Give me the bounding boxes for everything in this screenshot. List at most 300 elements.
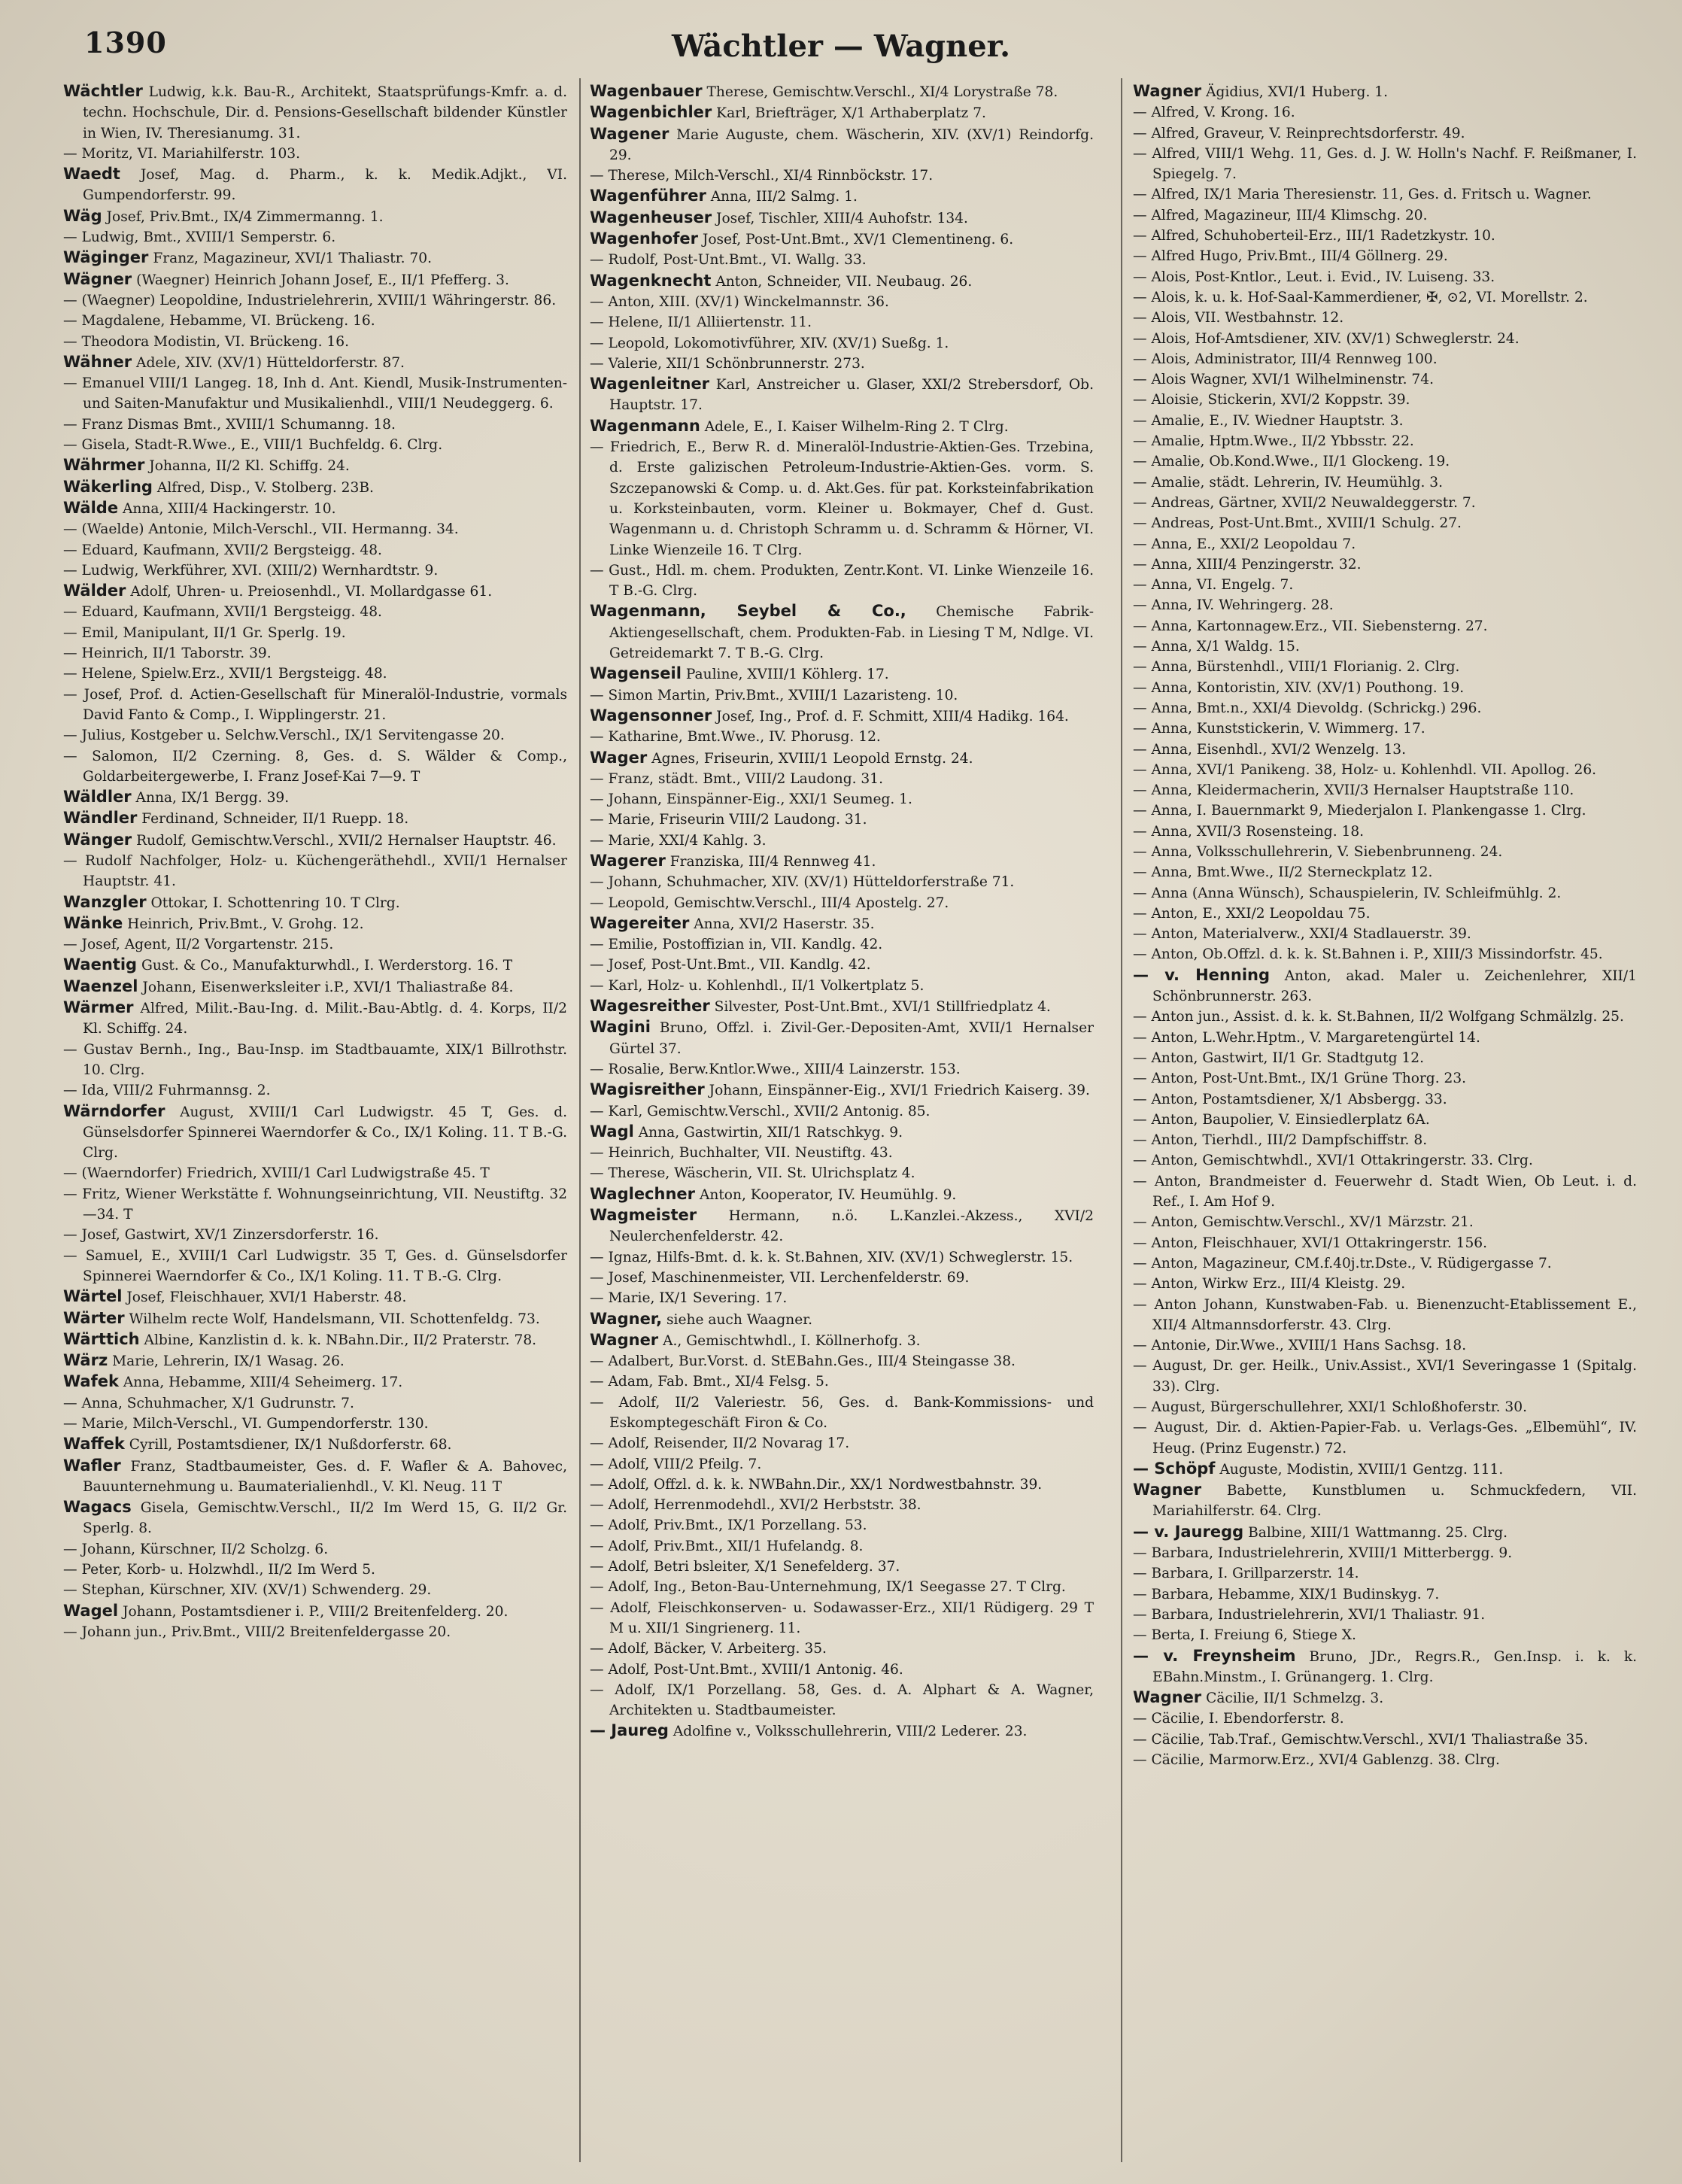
directory-entry <box>1133 1233 1637 1253</box>
directory-entry <box>1133 123 1637 144</box>
entry-text: Johann, Postamtsdiener i. P., VIII/2 Breitenfelderg. 20. <box>122 1603 509 1620</box>
entry-text: — Anna, Bmt.Wwe., II/2 Sterneckplatz 12. <box>1133 864 1433 881</box>
entry-text: — Barbara, I. Grillparzerstr. 14. <box>1133 1566 1359 1582</box>
directory-entry <box>1133 800 1637 821</box>
directory-entry <box>63 934 567 955</box>
directory-entry <box>1133 1543 1637 1563</box>
entry-text: — Anna, Bmt.n., XXI/4 Dievoldg. (Schrickg.) 296. <box>1133 700 1482 716</box>
entry-text: Ferdinand, Schneider, II/1 Ruepp. 18. <box>141 811 409 828</box>
entry-text: — Anton jun., Assist. d. k. k. St.Bahnen, II/2 Wolfgang Schmälzlg. 25. <box>1133 1009 1624 1025</box>
directory-entry <box>63 1434 567 1455</box>
entry-surname: Wagenbichler <box>590 103 712 122</box>
entry-text: — Anna (Anna Wünsch), Schauspielerin, IV. Schleifmühlg. 2. <box>1133 885 1562 901</box>
entry-text: Anna, IX/1 Bergg. 39. <box>135 790 290 806</box>
entry-text: — Cäcilie, Marmorw.Erz., XVI/4 Gablenzg. 38. Clrg. <box>1133 1752 1500 1769</box>
directory-entry <box>590 1268 1094 1288</box>
entry-surname: Wäg <box>63 206 102 225</box>
entry-text: — Karl, Gemischtw.Verschl., XVII/2 Antonig. 85. <box>590 1103 931 1119</box>
entry-text: — Josef, Prof. d. Actien-Gesellschaft für Mineralöl-Industrie, vormals David Fanto & Comp., I. Wipplingerstr. 21. <box>63 686 567 723</box>
entry-text: Alfred, Milit.-Bau-Ing. d. Milit.-Bau-Abtlg. d. 4. Korps, II/2 Kl. Schiffg. 24. <box>83 1001 567 1037</box>
entry-text: Johann, Eisenwerksleiter i.P., XVI/1 Thaliastraße 84. <box>142 979 514 995</box>
entry-surname: Wagner <box>1133 1481 1202 1499</box>
entry-text: — Anton, Gastwirt, II/1 Gr. Stadtgutg 12. <box>1133 1049 1424 1066</box>
directory-entry <box>1133 369 1637 390</box>
entry-surname: Wagesreither <box>590 997 710 1016</box>
directory-entry <box>590 851 1094 872</box>
entry-text: A., Gemischtwhdl., I. Köllnerhofg. 3. <box>663 1332 921 1349</box>
entry-text: — Adolf, Ing., Beton-Bau-Unternehmung, IX/1 Seegasse 27. T Clrg. <box>590 1579 1066 1596</box>
entry-text: — Adolf, Post-Unt.Bmt., XVIII/1 Antonig. 46. <box>590 1661 903 1678</box>
entry-text: Adolfine v., Volksschullehrerin, VIII/2 Lederer. 23. <box>672 1724 1028 1740</box>
directory-entry <box>63 1040 567 1081</box>
entry-text: Ludwig, k.k. Bau-R., Architekt, Staatsprüfungs-Kmfr. a. d. techn. Hochschule, Dir. d. Pensions-Gesellschaft bildender Künstler in Wien, IV. Theresianumg. 31. <box>83 84 567 141</box>
directory-entry <box>1133 349 1637 369</box>
entry-surname: Wagenhofer <box>590 229 698 248</box>
directory-entry <box>63 623 567 643</box>
directory-entry <box>590 1205 1094 1247</box>
entry-text: — Alois, VII. Westbahnstr. 12. <box>1133 310 1344 327</box>
directory-entry <box>63 81 567 144</box>
directory-entry <box>63 1414 567 1434</box>
directory-entry <box>1133 1356 1637 1397</box>
directory-entry <box>590 1184 1094 1205</box>
entry-surname: — v. Freynsheim <box>1133 1646 1296 1665</box>
entry-text: — Ida, VIII/2 Fuhrmannsg. 2. <box>63 1083 271 1099</box>
directory-entry <box>63 352 567 373</box>
directory-entry <box>1133 760 1637 780</box>
entry-text: — Adolf, Betri bsleiter, X/1 Senefelderg. 37. <box>590 1559 900 1575</box>
entry-text: — Therese, Milch-Verschl., XI/4 Rinnböckstr. 17. <box>590 168 934 184</box>
entry-text: — Heinrich, II/1 Taborstr. 39. <box>63 645 272 662</box>
directory-entry <box>63 332 567 352</box>
entry-surname: Waenzel <box>63 977 138 995</box>
entry-text: — Anna, IV. Wehringerg. 28. <box>1133 597 1334 614</box>
entry-text: — Alois, Administrator, III/4 Rennweg 100. <box>1133 351 1438 367</box>
directory-entry <box>590 1557 1094 1577</box>
entry-text: — Anton, Ob.Offzl. d. k. k. St.Bahnen i. P., XIII/3 Missindorfstr. 45. <box>1133 946 1603 963</box>
directory-entry <box>1133 534 1637 554</box>
directory-entry <box>63 1163 567 1183</box>
directory-entry <box>590 124 1094 166</box>
entry-text: — Andreas, Post-Unt.Bmt., XVIII/1 Schulg. 27. <box>1133 515 1462 532</box>
directory-entry <box>590 250 1094 270</box>
entry-text: — Amalie, Hptm.Wwe., II/2 Ybbsstr. 22. <box>1133 433 1414 450</box>
directory-entry <box>1133 718 1637 739</box>
directory-entry <box>63 248 567 269</box>
entry-surname: Wänke <box>63 913 123 932</box>
directory-entry <box>590 1598 1094 1639</box>
entry-text: — (Waerndorfer) Friedrich, XVIII/1 Carl Ludwigstraße 45. T <box>63 1165 490 1182</box>
entry-text: Anton, akad. Maler u. Zeichenlehrer, XII/1 Schönbrunnerstr. 263. <box>1152 967 1637 1005</box>
directory-entry <box>1133 575 1637 595</box>
directory-entry <box>590 166 1094 186</box>
directory-entry <box>590 748 1094 769</box>
directory-entry <box>63 1497 567 1539</box>
entry-text: — Valerie, XII/1 Schönbrunnerstr. 273. <box>590 355 865 372</box>
directory-entry <box>590 102 1094 123</box>
directory-entry <box>63 685 567 726</box>
entry-text: — Samuel, E., XVIII/1 Carl Ludwigstr. 35 T, Ges. d. Günselsdorfer Spinnerei Waerndorfer & Co., IX/1 Koling. 11. T B.-G. Clrg. <box>63 1247 567 1284</box>
directory-entry <box>63 1371 567 1393</box>
directory-entry <box>63 1225 567 1245</box>
entry-text: — Anton, Magazineur, CM.f.40j.tr.Dste., V. Rüdigergasse 7. <box>1133 1255 1552 1271</box>
entry-surname: Wächtler <box>63 82 143 100</box>
directory-entry <box>63 1101 567 1164</box>
directory-entry <box>1133 616 1637 636</box>
entry-text: — Anna, XIII/4 Penzingerstr. 32. <box>1133 556 1362 573</box>
entry-text: — Antonie, Dir.Wwe., XVIII/1 Hans Sachsg. 18. <box>1133 1338 1467 1354</box>
entry-surname: Wagerer <box>590 851 666 870</box>
entry-text: — Adolf, Herrenmodehdl., XVI/2 Herbststr. 38. <box>590 1497 921 1514</box>
entry-surname: Wagmeister <box>590 1206 697 1225</box>
entry-text: Agnes, Friseurin, XVIII/1 Leopold Ernstg. 24. <box>651 750 973 767</box>
directory-entry <box>590 292 1094 312</box>
entry-text: — Alois, Post-Kntlor., Leut. i. Evid., IV. Luiseng. 33. <box>1133 269 1495 285</box>
directory-entry <box>63 830 567 851</box>
directory-entry <box>1133 1068 1637 1089</box>
directory-entry <box>1133 1646 1637 1688</box>
directory-entry <box>63 1286 567 1308</box>
directory-entry <box>63 311 567 331</box>
column-rule <box>579 78 581 2162</box>
entry-text: Cäcilie, II/1 Schmelzg. 3. <box>1206 1690 1384 1707</box>
entry-text: — Adolf, IX/1 Porzellang. 58, Ges. d. A. Alphart & A. Wagner, Architekten u. Stadtbaumeister. <box>590 1681 1094 1719</box>
directory-entry <box>590 1330 1094 1351</box>
directory-entry <box>590 1288 1094 1308</box>
directory-entry <box>590 374 1094 416</box>
entry-text: — Cäcilie, Tab.Traf., Gemischtw.Verschl., XVI/1 Thaliastraße 35. <box>1133 1731 1589 1748</box>
entry-text: — Alfred, Magazineur, III/4 Klimschg. 20. <box>1133 207 1428 223</box>
directory-entry <box>63 415 567 435</box>
directory-entry <box>1133 81 1637 102</box>
directory-entry <box>1133 431 1637 451</box>
directory-entry <box>63 1580 567 1600</box>
directory-entry <box>63 269 567 290</box>
directory-entry <box>1133 698 1637 718</box>
directory-entry <box>1133 513 1637 533</box>
entry-text: August, XVIII/1 Carl Ludwigstr. 45 T, Ges. d. Günselsdorfer Spinnerei Waerndorfer & Co., IX/1 Koling. 11. T B.-G. Clrg. <box>83 1104 567 1162</box>
directory-entry <box>590 1639 1094 1659</box>
entry-surname: Wäldler <box>63 788 132 806</box>
directory-entry <box>1133 842 1637 862</box>
entry-text: Silvester, Post-Unt.Bmt., XVI/1 Stillfriedplatz 4. <box>714 999 1051 1016</box>
column-rule <box>1121 78 1122 2162</box>
directory-entry <box>590 1515 1094 1535</box>
entry-text: siehe auch Waagner. <box>666 1311 813 1328</box>
directory-entry <box>1133 1687 1637 1709</box>
directory-entry <box>1133 1335 1637 1356</box>
entry-text: — Rosalie, Berw.Kntlor.Wwe., XIII/4 Lainzerstr. 153. <box>590 1061 961 1077</box>
directory-entry <box>63 664 567 684</box>
directory-entry <box>590 893 1094 913</box>
directory-entry <box>63 477 567 498</box>
entry-text: — Anton Johann, Kunstwaben-Fab. u. Bienenzucht-Etablissement E., XII/4 Altmannsdorferstr. 43. Clrg. <box>1133 1296 1637 1333</box>
directory-entry <box>63 581 567 602</box>
entry-text: — Anton, Tierhdl., III/2 Dampfschiffstr. 8. <box>1133 1132 1428 1149</box>
directory-entry <box>63 1246 567 1287</box>
entry-text: — Franz Dismas Bmt., XVIII/1 Schumanng. 18. <box>63 416 396 433</box>
entry-surname: Wagisreither <box>590 1080 705 1099</box>
directory-entry <box>63 1080 567 1101</box>
directory-entry <box>63 206 567 227</box>
entry-text: — Marie, IX/1 Severing. 17. <box>590 1290 788 1307</box>
entry-surname: Wägner <box>63 269 132 288</box>
directory-entry <box>1133 451 1637 472</box>
directory-entry <box>590 1454 1094 1475</box>
directory-entry <box>1133 102 1637 123</box>
entry-text: Alfred, Disp., V. Stolberg. 23B. <box>156 479 374 496</box>
entry-text: Anna, XIII/4 Hackingerstr. 10. <box>122 500 336 517</box>
directory-entry <box>590 685 1094 706</box>
directory-entry <box>1133 1253 1637 1274</box>
directory-entry <box>590 1577 1094 1597</box>
directory-entry <box>1133 390 1637 410</box>
directory-entry <box>63 1308 567 1329</box>
directory-entry <box>1133 1417 1637 1459</box>
directory-entry <box>1133 1171 1637 1213</box>
entry-text: — Anton, Gemischtw.Verschl., XV/1 Märzstr. 21. <box>1133 1214 1474 1231</box>
entry-text: Heinrich, Priv.Bmt., V. Grohg. 12. <box>127 916 364 932</box>
entry-text: (Waegner) Heinrich Johann Josef, E., II/1 Pfefferg. 3. <box>136 272 509 288</box>
entry-text: — Adolf, Fleischkonserven- u. Sodawasser-Erz., XII/1 Rüdigerg. 29 T M u. XII/1 Singrienerg. 11. <box>590 1599 1094 1636</box>
entry-text: — Julius, Kostgeber u. Selchw.Verschl., IX/1 Servitengasse 20. <box>63 727 505 744</box>
directory-entry <box>1133 1048 1637 1068</box>
directory-entry <box>590 560 1094 602</box>
entry-surname: Wändler <box>63 809 138 828</box>
directory-entry <box>590 789 1094 810</box>
entry-text: — Johann, Kürschner, II/2 Scholzg. 6. <box>63 1541 329 1557</box>
directory-entry <box>590 1433 1094 1453</box>
entry-text: Hermann, n.ö. L.Kanzlei.-Akzess., XVI/2 Neulerchenfelderstr. 42. <box>609 1208 1094 1245</box>
entry-text: — Marie, Friseurin VIII/2 Laudong. 31. <box>590 812 867 828</box>
entry-text: — Ludwig, Werkführer, XVI. (XIII/2) Wernhardtstr. 9. <box>63 562 439 579</box>
entry-surname: — Schöpf <box>1133 1459 1216 1478</box>
directory-entry <box>1133 1007 1637 1027</box>
entry-text: — Alois, k. u. k. Hof-Saal-Kammerdiener, ✠, ⊙2, VI. Morellstr. 2. <box>1133 289 1588 305</box>
directory-entry <box>1133 1130 1637 1150</box>
entry-text: — Berta, I. Freiung 6, Stiege X. <box>1133 1627 1356 1644</box>
entry-surname: Wärttich <box>63 1329 140 1348</box>
entry-text: — Heinrich, Buchhalter, VII. Neustiftg. 43. <box>590 1145 893 1162</box>
directory-entry <box>1133 1459 1637 1480</box>
entry-surname: Wäkerling <box>63 477 153 496</box>
entry-surname: Wärter <box>63 1308 125 1327</box>
directory-entry <box>590 769 1094 789</box>
directory-entry <box>590 1247 1094 1268</box>
entry-text: Marie Auguste, chem. Wäscherin, XIV. (XV/1) Reindorfg. 29. <box>609 126 1094 163</box>
entry-text: — Anna, Kontoristin, XIV. (XV/1) Pouthong. 19. <box>1133 679 1465 696</box>
entry-text: — Adam, Fab. Bmt., XI/4 Felsg. 5. <box>590 1374 829 1390</box>
directory-entry <box>1133 1625 1637 1645</box>
entry-surname: Wärz <box>63 1351 108 1370</box>
directory-entry <box>1133 883 1637 904</box>
directory-entry <box>590 208 1094 229</box>
entry-surname: Wafler <box>63 1456 121 1475</box>
directory-entry <box>590 1536 1094 1557</box>
directory-entry <box>63 1329 567 1350</box>
directory-entry <box>63 455 567 476</box>
entry-surname: Wagl <box>590 1122 634 1141</box>
entry-text: Babette, Kunstblumen u. Schmuckfedern, VII. Mariahilferstr. 64. Clrg. <box>1152 1483 1637 1520</box>
directory-entry <box>590 1080 1094 1101</box>
entry-text: — Anna, E., XXI/2 Leopoldau 7. <box>1133 536 1356 552</box>
directory-entry <box>63 955 567 976</box>
directory-entry <box>1133 595 1637 615</box>
entry-text: Auguste, Modistin, XVIII/1 Gentzg. 111. <box>1219 1461 1504 1478</box>
entry-surname: Wagner <box>1133 1688 1202 1707</box>
entry-surname: Wagener <box>590 124 669 143</box>
entry-text: — Helene, II/1 Alliiertenstr. 11. <box>590 314 812 331</box>
entry-text: Anna, Hebamme, XIII/4 Seheimerg. 17. <box>123 1374 403 1391</box>
entry-text: — Anton, Fleischhauer, XVI/1 Ottakringerstr. 156. <box>1133 1235 1488 1251</box>
entry-text: — Anton, Baupolier, V. Einsiedlerplatz 6A. <box>1133 1111 1430 1128</box>
directory-entry <box>63 519 567 539</box>
directory-entry <box>590 706 1094 727</box>
entry-text: — Salomon, II/2 Czerning. 8, Ges. d. S. Wälder & Comp., Goldarbeitergewerbe, I. Franz Josef-Kai 7—9. T <box>63 748 567 785</box>
entry-text: — Simon Martin, Priv.Bmt., XVIII/1 Lazaristeng. 10. <box>590 687 958 703</box>
entry-surname: — v. Jauregg <box>1133 1522 1244 1541</box>
directory-entry <box>1133 472 1637 493</box>
entry-text: — Cäcilie, I. Ebendorferstr. 8. <box>1133 1711 1344 1727</box>
entry-text: Gust. & Co., Manufakturwhdl., I. Werderstorg. 16. T <box>141 958 513 974</box>
directory-entry <box>63 808 567 829</box>
directory-entry <box>1133 184 1637 205</box>
entry-text: — Barbara, Hebamme, XIX/1 Budinskyg. 7. <box>1133 1586 1440 1602</box>
entry-text: — Barbara, Industrielehrerin, XVI/1 Thaliastr. 91. <box>1133 1606 1486 1623</box>
directory-entry <box>1133 904 1637 924</box>
directory-entry <box>590 1122 1094 1143</box>
directory-entry <box>1133 1563 1637 1584</box>
entry-surname: Wagner <box>590 1330 659 1349</box>
entry-text: — Alois Wagner, XVI/1 Wilhelminenstr. 74. <box>1133 372 1434 388</box>
entry-text: — Theodora Modistin, VI. Brückeng. 16. <box>63 333 349 350</box>
entry-text: — (Waelde) Antonie, Milch-Verschl., VII. Hermanng. 34. <box>63 521 459 538</box>
entry-text: — Aloisie, Stickerin, XVI/2 Koppstr. 39. <box>1133 392 1410 409</box>
directory-entry <box>590 312 1094 333</box>
directory-entry <box>1133 144 1637 185</box>
directory-entry <box>590 955 1094 975</box>
entry-text: — Barbara, Industrielehrerin, XVIII/1 Mitterbergg. 9. <box>1133 1545 1513 1562</box>
directory-entry <box>63 746 567 788</box>
entry-surname: Wagenseil <box>590 664 682 683</box>
directory-entry <box>590 354 1094 374</box>
entry-text: — Anna, Kartonnagew.Erz., VII. Siebensterng. 27. <box>1133 618 1488 634</box>
entry-text: — Alfred, VIII/1 Wehg. 11, Ges. d. J. W. Holln's Nachf. F. Reißmaner, I. Spiegelg. 7. <box>1133 145 1637 183</box>
directory-entry <box>1133 246 1637 266</box>
entry-text: — Magdalene, Hebamme, VI. Brückeng. 16. <box>63 313 375 330</box>
directory-entry <box>1133 1709 1637 1729</box>
entry-text: Josef, Priv.Bmt., IX/4 Zimmermanng. 1. <box>106 208 384 225</box>
directory-entry <box>63 1350 567 1371</box>
directory-entry <box>1133 1522 1637 1543</box>
entry-surname: Wagenmann, Seybel & Co., <box>590 602 906 621</box>
entry-text: Albine, Kanzlistin d. k. k. NBahn.Dir., II/2 Praterstr. 78. <box>144 1332 537 1348</box>
directory-entry <box>590 437 1094 560</box>
entry-surname: Wagacs <box>63 1498 132 1517</box>
directory-entry <box>1133 740 1637 760</box>
entry-text: Josef, Fleischhauer, XVI/1 Haberstr. 48. <box>126 1289 407 1306</box>
entry-surname: Währmer <box>63 456 145 475</box>
directory-entry <box>1133 1150 1637 1171</box>
entry-text: — Peter, Korb- u. Holzwhdl., II/2 Im Werd 5. <box>63 1562 375 1578</box>
directory-entry <box>63 144 567 164</box>
entry-text: Balbine, XIII/1 Wattmanng. 25. Clrg. <box>1248 1524 1508 1541</box>
directory-entry <box>1133 1584 1637 1605</box>
entry-surname: Wagner <box>1133 82 1202 100</box>
entry-surname: — v. Henning <box>1133 965 1271 984</box>
entry-surname: Wagenheuser <box>590 208 712 226</box>
directory-entry <box>1133 1605 1637 1625</box>
directory-entry <box>590 416 1094 437</box>
entry-text: — Anna, Kleidermacherin, XVII/3 Hernalser Hauptstraße 110. <box>1133 782 1574 799</box>
directory-entry <box>63 540 567 560</box>
directory-entry <box>1133 554 1637 575</box>
entry-text: Ägidius, XVI/1 Huberg. 1. <box>1206 84 1389 100</box>
entry-text: — Anna, Bürstenhdl., VIII/1 Florianig. 2. Clrg. <box>1133 659 1460 676</box>
entry-text: — Anton, Postamtsdiener, X/1 Absbergg. 33. <box>1133 1091 1447 1107</box>
directory-entry <box>63 787 567 808</box>
directory-entry <box>590 1017 1094 1059</box>
entry-text: Anton, Schneider, VII. Neubaug. 26. <box>715 273 973 290</box>
entry-text: — August, Dr. ger. Heilk., Univ.Assist., XVI/1 Severingasse 1 (Spitalg. 33). Clrg. <box>1133 1358 1637 1395</box>
entry-text: — Anton, Materialverw., XXI/4 Stadlauerstr. 39. <box>1133 926 1471 943</box>
entry-surname: Wälder <box>63 582 126 600</box>
entry-text: — Anton, XIII. (XV/1) Winckelmannstr. 36. <box>590 293 889 310</box>
entry-text: — Anton, Gemischtwhdl., XVI/1 Ottakringerstr. 33. Clrg. <box>1133 1153 1533 1169</box>
directory-entry <box>1133 329 1637 349</box>
entry-text: Anna, III/2 Salmg. 1. <box>710 189 858 205</box>
entry-text: — Leopold, Gemischtw.Verschl., III/4 Apostelg. 27. <box>590 895 949 911</box>
directory-entry <box>63 290 567 311</box>
directory-entry <box>590 1371 1094 1392</box>
entry-text: Johanna, II/2 Kl. Schiffg. 24. <box>149 458 350 475</box>
directory-entry <box>590 913 1094 934</box>
entry-text: — Johann jun., Priv.Bmt., VIII/2 Breitenfeldergasse 20. <box>63 1624 451 1640</box>
entry-text: — Amalie, städt. Lehrerin, IV. Heumühlg. 3. <box>1133 474 1444 491</box>
entry-text: — Alfred, Schuhoberteil-Erz., III/1 Radetzkystr. 10. <box>1133 228 1495 245</box>
directory-entry <box>1133 287 1637 308</box>
entry-text: — Adolf, Priv.Bmt., IX/1 Porzellang. 53. <box>590 1517 867 1534</box>
entry-text: — Anton, E., XXI/2 Leopoldau 75. <box>1133 905 1371 922</box>
running-head: Wächtler — Wagner. <box>671 29 1011 64</box>
directory-entry <box>63 725 567 746</box>
entry-text: Ottokar, I. Schottenring 10. T Clrg. <box>150 895 400 911</box>
directory-entry <box>590 872 1094 892</box>
entry-text: — August, Bürgerschullehrer, XXI/1 Schloßhoferstr. 30. <box>1133 1399 1527 1415</box>
directory-entry <box>63 643 567 664</box>
directory-entry <box>590 1475 1094 1495</box>
directory-entry <box>63 373 567 415</box>
directory-entry <box>590 1721 1094 1742</box>
entry-text: — Anna, XVI/1 Panikeng. 38, Holz- u. Kohlenhdl. VII. Apollog. 26. <box>1133 761 1597 778</box>
directory-entry <box>1133 267 1637 287</box>
directory-entry <box>1133 944 1637 964</box>
entry-text: — Eduard, Kaufmann, XVII/2 Bergsteigg. 48. <box>63 542 382 558</box>
entry-surname: Waffek <box>63 1435 125 1453</box>
entry-text: Pauline, XVIII/1 Köhlerg. 17. <box>685 667 889 683</box>
entry-text: — (Waegner) Leopoldine, Industrielehrerin, XVIII/1 Währingerstr. 86. <box>63 292 557 308</box>
directory-entry <box>63 851 567 892</box>
directory-entry <box>590 81 1094 102</box>
directory-entry <box>590 996 1094 1017</box>
page-number: 1390 <box>84 26 167 59</box>
entry-surname: Wagenbauer <box>590 82 703 100</box>
directory-entry <box>1133 1212 1637 1232</box>
entry-text: — Anna, X/1 Waldg. 15. <box>1133 639 1300 655</box>
entry-text: Therese, Gemischtw.Verschl., XI/4 Lorystraße 78. <box>706 84 1058 100</box>
entry-surname: Wänger <box>63 830 132 849</box>
directory-entry <box>590 1393 1094 1434</box>
